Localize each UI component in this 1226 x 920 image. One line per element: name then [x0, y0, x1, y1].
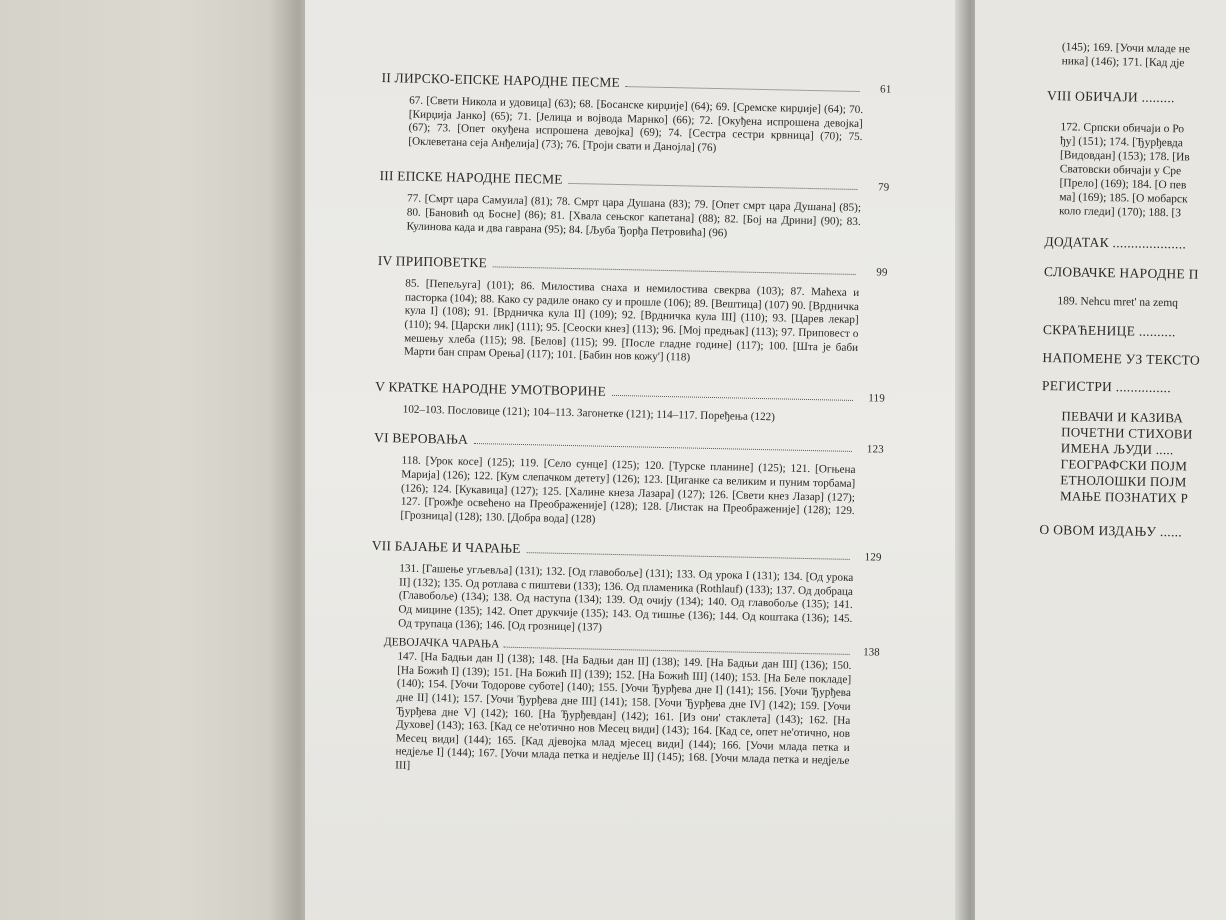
registry-item: МАЊЕ ПОЗНАТИХ Р: [1059, 488, 1189, 506]
dot-leader: [527, 552, 850, 560]
entry-line: 172. Српски обичаји о Ро: [1060, 121, 1185, 136]
entry-line: ма] (169); 185. [О мобарск: [1059, 191, 1188, 206]
section-entries: 131. [Гашење угљевља] (131); 132. [Од главобоље] (131); 133. Од урока I (131); 134. [Од урока II] (132); 135. Од ротлава с пиштеви (133); 136. Од пламеника (Rothlauf) (133); 137. Од добраца (Главобоље) (134); 138. Од наступа (134); 139. Од очију (134); 140. Од главобоље (135); 141. Од мицине (135); 142. Опет друкчије (135); 143. Од тишње (136); 144. Од коштака (136); 145. Од трупаца (136); 146. [Од грознице] (137): [398, 562, 854, 634]
section-title: II ЛИРСКО-ЕПСКЕ НАРОДНЕ ПЕСМЕ: [381, 69, 621, 90]
toc-section-title: НАПОМЕНЕ УЗ ТЕКСТО: [1042, 349, 1201, 368]
toc-section: [379, 168, 889, 195]
page-number: 119: [868, 391, 886, 405]
page-number: 79: [877, 181, 890, 195]
section-entries: 118. [Урок косе] (125); 119. [Село сунце] (125); 120. [Турске планине] (125); 121. [Огњена Марија] (126); 122. [Кум слепачком детету] (126); 123. [Циганке са великим и пуним торбама] (126); 124. [Кукавица] (127); 125. [Халине кнеза Лазара] (127); 126. [Свети кнез Лазар] (127); 127. [Грожђе освећено на Преображеније] (128); 128. [Листак на Преображеније] (128); 129. [Грозница] (128); 130. [Добра вода] (128): [400, 454, 856, 526]
page-number: 129: [864, 551, 882, 564]
toc-section-title: VIII ОБИЧАЈИ .........: [1046, 87, 1175, 106]
toc-section-title: СКРАЋЕНИЦЕ ..........: [1042, 321, 1176, 340]
page-number: 138: [863, 646, 880, 659]
page-number: 123: [866, 443, 885, 456]
toc-section-title: ДОДАТАК ....................: [1044, 233, 1187, 252]
registry-item: ГЕОГРАФСКИ ПОЈМ: [1060, 456, 1188, 474]
page-number: 61: [879, 83, 892, 96]
entry-line: Сватовски обичаји у Сре: [1059, 163, 1182, 178]
entry-line: 189. Nehcu mret' na zemq: [1057, 295, 1179, 310]
entry-line: ника] (146); 171. [Кад дје: [1061, 55, 1185, 70]
toc-section: [381, 70, 891, 97]
page-number: 99: [876, 266, 888, 279]
section-title: III ЕПСКЕ НАРОДНЕ ПЕСМЕ: [379, 168, 563, 188]
entry-line: (145); 169. [Уочи младе не: [1061, 41, 1191, 56]
toc-section-title: СЛОВАЧКЕ НАРОДНЕ П: [1043, 263, 1199, 282]
section-title: IV ПРИПОВЕТКЕ: [377, 253, 488, 271]
section-entries: 67. [Свети Никола и удовица] (63); 68. [Босанске кирџије] (64); 69. [Сремске кирџије] (64); 70. [Кирџија Јанко] (65); 71. [Јелица и војвода Марнко] (66); 72. [Окуђена испрошена девојка] (67); 73. [Опет окуђена испрошена девојка] (69); 74. [Сестра сестри крвница] (70); 75. [Оклеветана сеја Анђелија] (73); 76. [Троји свати и Даноjла] (76): [408, 94, 864, 154]
toc-section-title: О ОВОМ ИЗДАЊУ ......: [1039, 521, 1183, 540]
dot-leader: [612, 395, 853, 401]
registry-item: ЕТНОЛОШКИ ПОЈМ: [1060, 472, 1187, 490]
dot-leader: [474, 443, 852, 452]
registry-item: ПЕВАЧИ И КАЗИВА: [1061, 408, 1184, 426]
table-of-contents: [367, 60, 892, 783]
section-title: VII БАЈАЊЕ И ЧАРАЊЕ: [371, 538, 521, 557]
toc-section: [375, 379, 885, 406]
section-title: VI ВЕРОВАЊА: [373, 430, 469, 448]
dot-leader: [626, 86, 860, 92]
registry-item: ИМЕНА ЉУДИ .....: [1060, 440, 1174, 458]
subsection-title: ДЕВОЈАЧКА ЧАРАЊА: [383, 636, 500, 651]
dot-leader: [569, 183, 858, 190]
toc-section: [378, 253, 888, 280]
toc-section: [374, 430, 884, 457]
section-entries: 77. [Смрт цара Самуила] (81); 78. Смрт цара Душана (83); 79. [Опет смрт цара Душана] (85); 80. [Бановић од Босне] (86); 81. [Хвала сењског капетана] (88); 82. [Бој на Дрини] (90); 83. Кулинова када и два гаврана (95); 84. [Љуба Ђорђа Петровића] (96): [406, 192, 862, 239]
entry-line: [Прело] (169); 184. [О пев: [1059, 177, 1187, 192]
registry-list: [1040, 408, 1226, 507]
entry-line: ђу] (151); 174. [Ђурђевда: [1060, 135, 1184, 150]
toc-section-title: РЕГИСТРИ ...............: [1041, 377, 1172, 396]
section-entries: 102–103. Пословице (121); 104–113. Загонетке (121); 114–117. Поређења (122): [402, 403, 776, 424]
dot-leader: [493, 267, 856, 276]
right-page-contents: [1039, 40, 1226, 541]
entry-line: коло гледи] (170); 188. [З: [1058, 205, 1182, 220]
registry-item: ПОЧЕТНИ СТИХОВИ: [1061, 424, 1193, 442]
entry-line: [Видовдан] (153); 178. [Ив: [1059, 149, 1190, 164]
section-title: V КРАТКЕ НАРОДНЕ УМОТВОРИНЕ: [375, 378, 607, 399]
section-entries: 85. [Пепељуга] (101); 86. Милостива снаха и немилостива свекрва (103); 87. Маћеха и пасторка (104); 88. Како су радиле онако су и прошле (106); 89. [Вештица] (107) 90. [Врдничка кула I] (108); 91. [Врдничка кула II] (109); 92. [Врдничка кула III] (110); 93. [Царев лекар] (110); 94. [Царски лик] (111); 95. [Сеоски кнез] (113); 96. [Мој предњак] (113); 97. Приповест о мешењу хлеба (115); 98. [Белов] (115); 99. [После гладне године] (117); 100. [Шта је баби Марти бан спрам Орења] (117); 101. [Бабин нов кожу'] (118): [403, 277, 860, 364]
left-page: [0, 0, 290, 920]
subsection-entries: 147. [На Бадњи дан I] (138); 148. [На Бадњи дан II] (138); 149. [На Бадњи дан III] (136); 150. [На Божић I] (139); 151. [На Божић II] (139); 152. [На Божић III] (140); 153. [На Беле покладе] (140); 154. [Уочи Тодорове суботе] (140); 155. [Уочи Ђурђева дне I] (141); 156. [Уочи Ђурђева дне II] (141); 157. [Уочи Ђурђева дне III] (141); 158. [Уочи Ђурђева дне IV] (142); 159. [Уочи Ђурђева дне V] (142); 160. [На Ђурђевдан] (142); 161. [Из они' стаклета] (143); 162. [На Духове] (143); 163. [Кад се не'отично нов Месец види] (143); 164. [Кад се, опет не'отично, нов Месец види] (144); 165. [Кад дјевојка млад мјесец види] (144); 166. [Уочи млада петка и недјеље I] (144); 167. [Уочи млада петка и недјеље II] (145); 168. [Уочи млада петка и недјеље III]: [395, 650, 852, 772]
toc-section: [372, 538, 882, 565]
